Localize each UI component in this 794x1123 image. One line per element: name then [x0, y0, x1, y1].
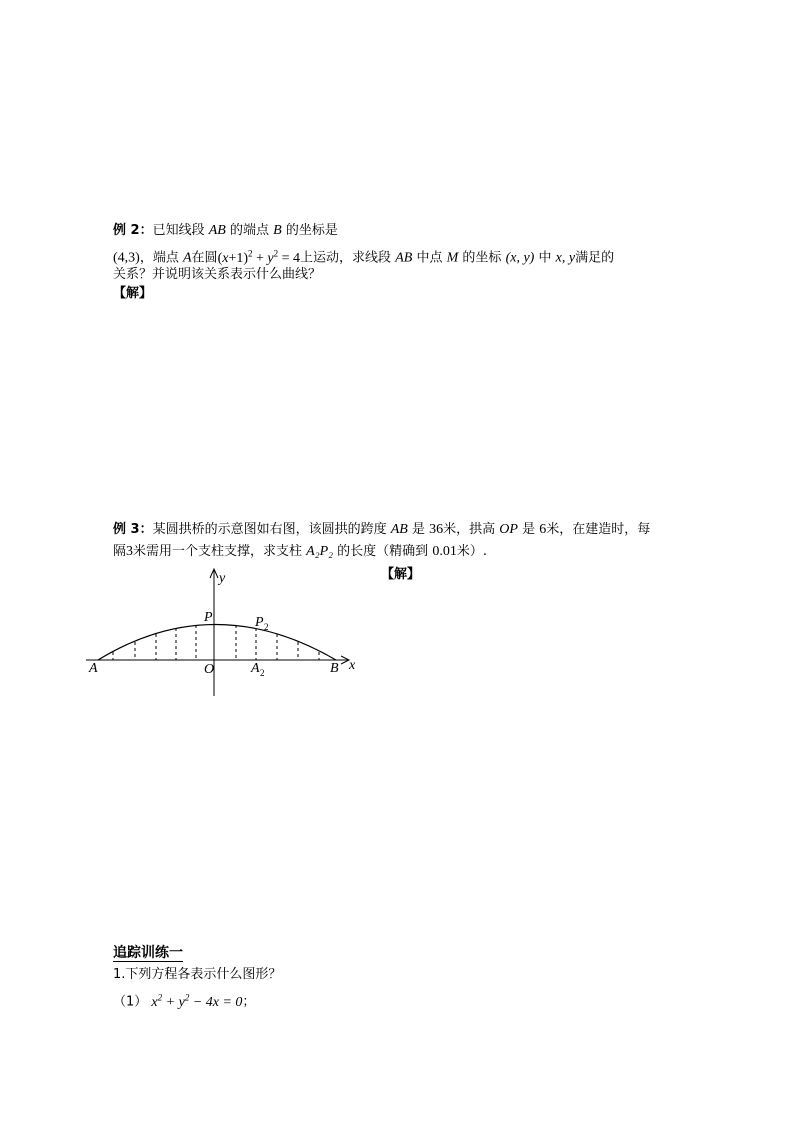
example3-label: 例 3：: [113, 522, 153, 537]
question-text: 1.下列方程各表示什么图形？: [113, 967, 282, 982]
label-A2: A: [251, 661, 260, 676]
example3-solve: [381, 563, 420, 582]
value-span: 36: [429, 522, 444, 537]
text: 已知线段: [152, 223, 205, 238]
example3-line2: [113, 543, 487, 561]
text: 米）.: [456, 544, 487, 559]
text: 米，在建造时，每: [546, 522, 651, 537]
label-A: A: [89, 661, 98, 676]
eq-part: + y: [165, 994, 185, 1010]
text: 是: [522, 522, 536, 537]
support-lines: [113, 625, 319, 660]
math-circle: $(x+1)^2 + y^2 = 4$: [217, 248, 301, 266]
practice-q1-1: [113, 988, 255, 1012]
text: ；: [242, 994, 256, 1010]
text: ，端点: [139, 250, 179, 266]
math-AB: AB: [390, 522, 408, 537]
label-B: B: [330, 661, 339, 676]
math-A: A: [182, 250, 192, 266]
example2-solve: [113, 285, 152, 303]
label-y: y: [219, 571, 226, 586]
text: 中: [538, 250, 552, 266]
math-plus1: +1): [228, 250, 249, 266]
math-AB: AB: [208, 223, 226, 238]
text: 隔: [113, 544, 127, 559]
text: 是: [411, 522, 425, 537]
eq-part: x: [151, 994, 158, 1010]
math-eq: = 4: [281, 250, 301, 266]
math-B: B: [273, 223, 282, 238]
label-P2-sub: 2: [264, 622, 269, 632]
label-A2-sub: 2: [260, 668, 265, 678]
text: 的坐标: [462, 250, 502, 266]
text: 的端点: [229, 223, 269, 238]
text: 满足的: [575, 250, 615, 266]
example2-line3: [113, 266, 321, 284]
value-height: 6: [539, 522, 547, 537]
math-x: x: [222, 250, 229, 266]
solve-label: 【解】: [381, 567, 421, 582]
eq-part: − 4x = 0: [192, 994, 243, 1010]
text: 上运动，求线段: [300, 250, 392, 266]
label-x: x: [349, 658, 356, 673]
math-AB: AB: [395, 250, 413, 266]
math-A2P2: A₂P₂: [306, 544, 334, 559]
example2-label: 例 2：: [113, 223, 153, 238]
text: 中点: [416, 250, 443, 266]
text: 某圆拱桥的示意图如右图，该圆拱的跨度: [152, 522, 387, 537]
example3-line1: [113, 521, 650, 539]
text: 的长度（精确到: [337, 544, 429, 559]
text: 在圆: [191, 250, 218, 266]
practice-title: [113, 944, 183, 963]
text: 米，拱高: [443, 522, 496, 537]
math-M: M: [446, 250, 459, 266]
example2-line1: [113, 222, 338, 240]
math-equation: $x^2 + y^2 - 4x = 0$: [151, 992, 243, 1010]
label-P: P: [204, 610, 213, 625]
subquestion-label: （1）: [113, 994, 148, 1010]
math-y: y: [267, 250, 274, 266]
text: 米需用一个支柱支撑，求支柱: [133, 544, 303, 559]
practice-q1: [113, 966, 281, 984]
text: 关系？并说明该关系表示什么曲线？: [113, 267, 322, 282]
value-precision: 0.01: [432, 544, 457, 559]
section-title: 追踪训练一: [113, 945, 183, 961]
label-O: O: [204, 662, 215, 677]
value-gap: 3: [126, 544, 134, 559]
math-OP: OP: [499, 522, 518, 537]
example2-line2: [113, 244, 614, 268]
math-xy: x, y: [555, 250, 576, 266]
math-xy: (x, y): [505, 250, 535, 266]
label-P2: P: [255, 615, 264, 630]
text: 的坐标是: [285, 223, 338, 238]
arch-curve: [98, 625, 336, 661]
solve-label: 【解】: [113, 286, 153, 301]
arch-bridge-figure: [86, 568, 366, 698]
math-coord: (4,3): [113, 250, 140, 266]
